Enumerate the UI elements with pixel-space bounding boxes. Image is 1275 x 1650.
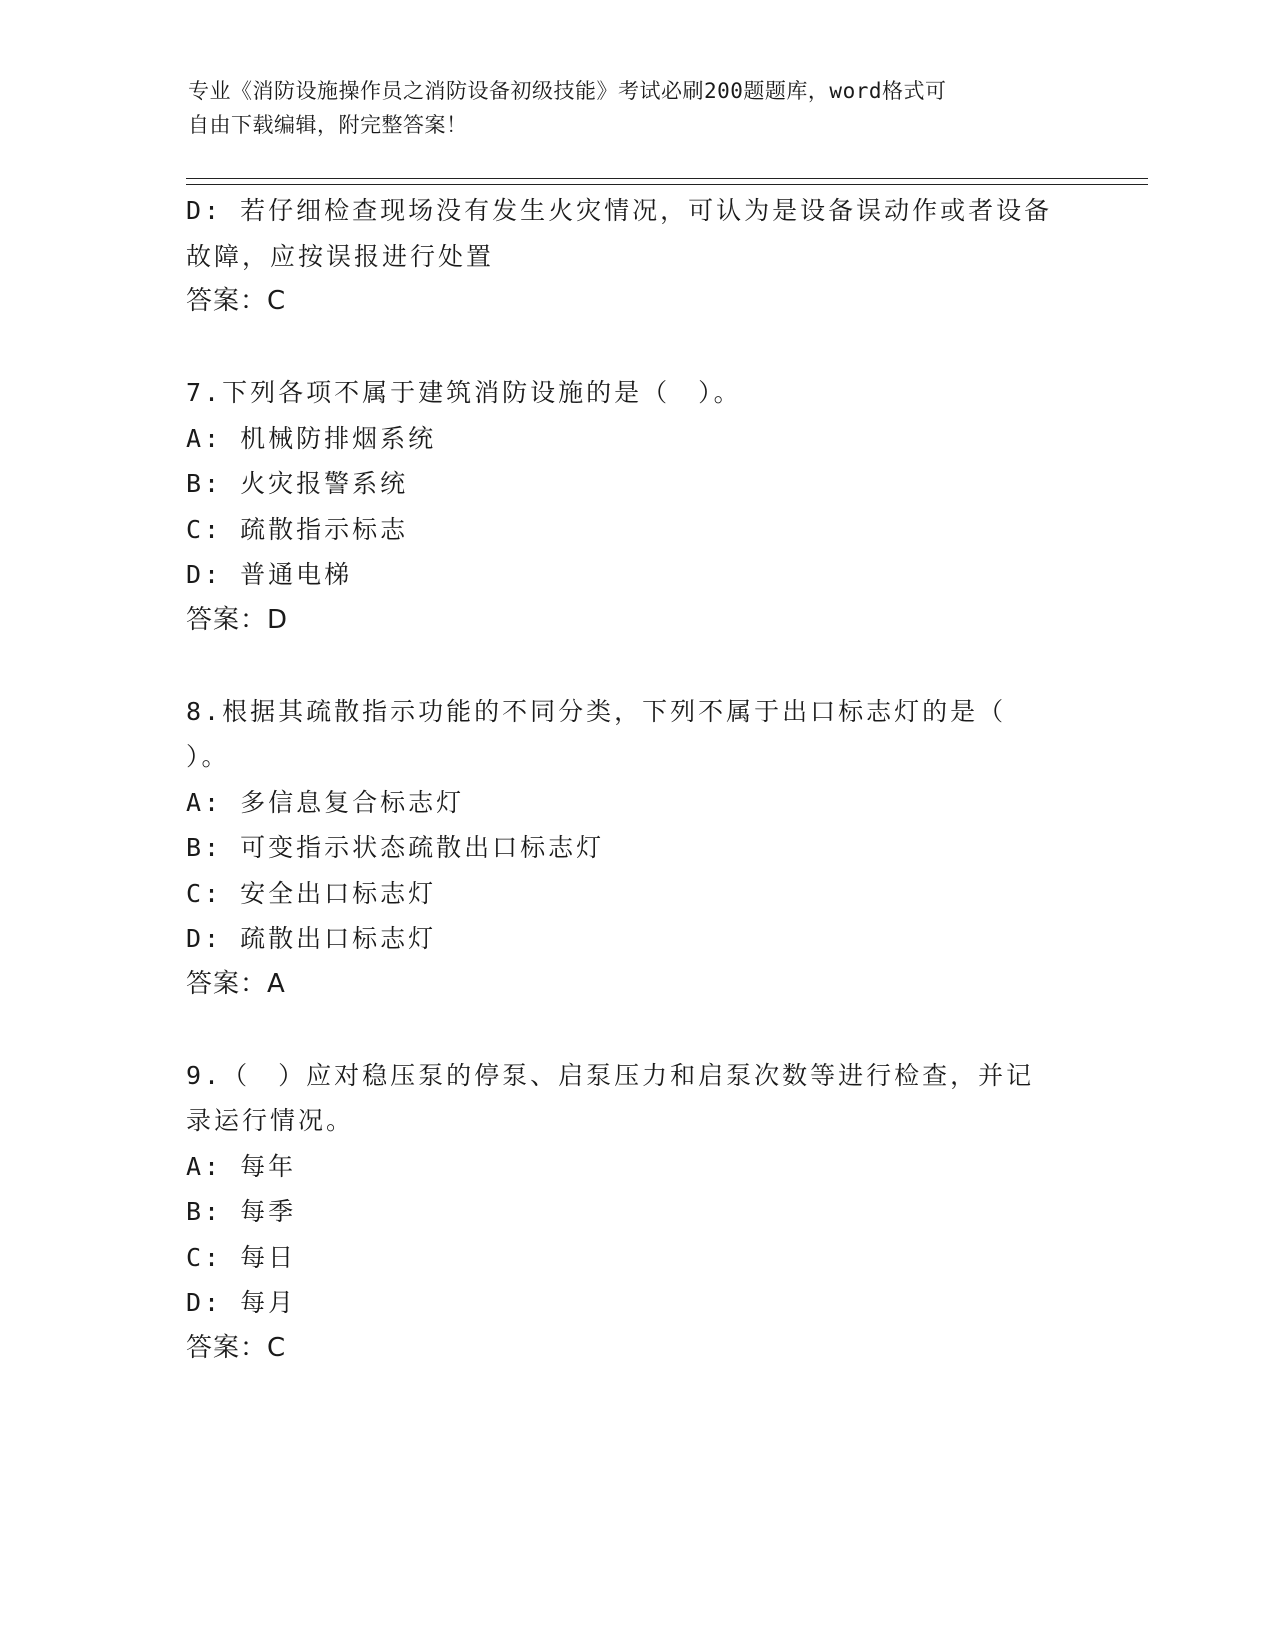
option-d: D: 普通电梯 bbox=[186, 560, 353, 589]
option-a: A: 机械防排烟系统 bbox=[186, 423, 437, 453]
option-d: D: 若仔细检查现场没有发生火灾情况，可认为是设备误动作或者设备 bbox=[186, 196, 1053, 225]
option-a: A: 多信息复合标志灯 bbox=[186, 787, 465, 817]
answer: 答案：A bbox=[186, 968, 286, 999]
option-c: C: 疏散指示标志 bbox=[186, 514, 409, 544]
spacer bbox=[186, 325, 1086, 371]
question-stem: 9.（ ）应对稳压泵的停泵、启泵压力和启泵次数等进行检查，并记 bbox=[186, 1060, 1035, 1090]
option-c: C: 安全出口标志灯 bbox=[186, 878, 437, 908]
header-line: 自由下载编辑，附完整答案！ bbox=[188, 113, 468, 137]
header-line: 专业《消防设施操作员之消防设备初级技能》考试必刷200题题库，word格式可 bbox=[188, 79, 947, 103]
answer: 答案：C bbox=[186, 286, 287, 316]
option-b: B: 每季 bbox=[186, 1197, 297, 1226]
option-d: D: 每月 bbox=[186, 1288, 297, 1317]
question-stem-continued: ）。 bbox=[186, 742, 230, 771]
spacer bbox=[186, 643, 1086, 689]
question-body bbox=[186, 188, 1086, 1371]
option-d-continued: 故障，应按误报进行处置 bbox=[186, 241, 495, 271]
question-stem: 7.下列各项不属于建筑消防设施的是（ ）。 bbox=[186, 378, 742, 407]
answer: 答案：C bbox=[186, 1332, 287, 1363]
option-c: C: 每日 bbox=[186, 1242, 297, 1272]
option-a: A: 每年 bbox=[186, 1151, 297, 1181]
option-b: B: 火灾报警系统 bbox=[186, 469, 409, 498]
option-d: D: 疏散出口标志灯 bbox=[186, 924, 437, 953]
document-header bbox=[188, 74, 1068, 142]
header-divider bbox=[186, 178, 1148, 185]
answer: 答案：D bbox=[186, 604, 289, 635]
spacer bbox=[186, 1007, 1086, 1053]
question-stem: 8.根据其疏散指示功能的不同分类，下列不属于出口标志灯的是（ bbox=[186, 696, 1007, 726]
question-stem-continued: 录运行情况。 bbox=[186, 1106, 355, 1135]
option-b: B: 可变指示状态疏散出口标志灯 bbox=[186, 833, 605, 862]
